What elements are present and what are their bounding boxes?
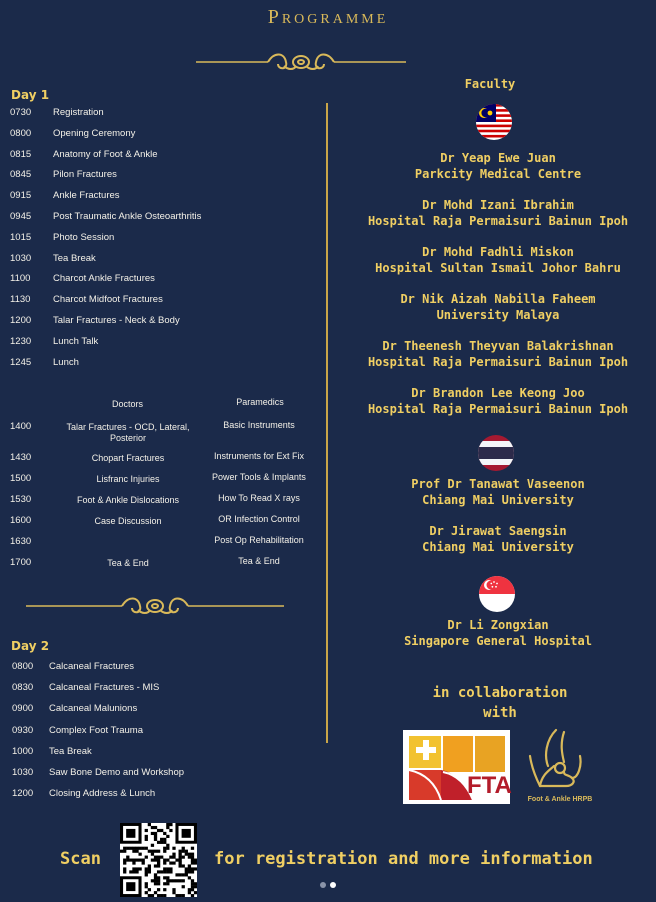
schedule-item: Opening Ceremony [53, 127, 136, 139]
ornament-divider-icon [26, 594, 284, 618]
schedule-item: Calcaneal Fractures - MIS [49, 682, 160, 694]
scan-label: Scan [60, 849, 101, 869]
schedule-time: 0845 [10, 169, 32, 181]
faculty-affiliation: Parkcity Medical Centre [414, 167, 582, 181]
schedule-row [10, 190, 120, 201]
schedule-row [10, 128, 135, 139]
day2-label: Day 2 [11, 639, 50, 653]
schedule-row [12, 725, 143, 736]
schedule-time: 1230 [10, 335, 32, 347]
schedule-row [10, 315, 180, 326]
schedule-item: Pilon Fractures [53, 169, 117, 181]
carousel-dot-2[interactable] [330, 882, 336, 888]
faculty-affiliation: Hospital Sultan Ismail Johor Bahru [375, 261, 621, 275]
schedule-row [10, 253, 96, 264]
split-time: 1430 [10, 452, 32, 463]
schedule-row [10, 294, 163, 305]
schedule-time: 1000 [12, 745, 34, 757]
schedule-item: Charcot Midfoot Fractures [53, 294, 163, 306]
doctors-item: Case Discussion [94, 516, 162, 526]
faculty-name: Dr Mohd Izani Ibrahim [422, 198, 574, 212]
faculty-name: Dr Mohd Fadhli Miskon [422, 245, 574, 259]
schedule-time: 0800 [12, 661, 34, 672]
schedule-row [10, 232, 114, 243]
schedule-time: 0915 [10, 190, 32, 202]
singapore-flag-icon [479, 576, 515, 612]
faculty-name: Dr Brandon Lee Keong Joo [411, 386, 585, 400]
schedule-item: Calcaneal Malunions [49, 703, 138, 715]
schedule-row [12, 703, 137, 714]
schedule-item: Photo Session [53, 231, 115, 243]
schedule-row [12, 746, 92, 757]
fta-logo-text: FTA [467, 772, 512, 799]
faculty-name: Dr Theenesh Theyvan Balakrishnan [382, 339, 614, 353]
carousel-dot-1[interactable] [320, 882, 326, 888]
paramedics-header: Paramedics [236, 397, 284, 407]
doctors-item: Chopart Fractures [91, 453, 165, 463]
faculty-heading: Faculty [464, 77, 516, 91]
schedule-time: 1015 [10, 231, 32, 243]
faculty-name: Dr Li Zongxian [447, 618, 549, 632]
schedule-item: Lunch Talk [53, 335, 99, 347]
schedule-row [12, 767, 184, 778]
doctors-item: Lisfranc Injuries [96, 474, 160, 484]
schedule-time: 1130 [10, 294, 31, 306]
schedule-item: Tea Break [53, 252, 96, 264]
schedule-time: 0945 [10, 211, 32, 222]
schedule-time: 0930 [12, 724, 34, 736]
schedule-item: Charcot Ankle Fractures [53, 273, 155, 285]
collab-line2: with [483, 705, 517, 721]
schedule-time: 0730 [10, 107, 32, 118]
schedule-row [10, 169, 117, 180]
schedule-row [10, 273, 155, 284]
schedule-time: 1100 [10, 273, 31, 285]
doctors-item: Talar Fractures - OCD, Lateral, Posterior [66, 422, 190, 443]
qr-code-icon[interactable] [120, 823, 197, 897]
doctors-header: Doctors [111, 399, 143, 409]
faculty-affiliation: Hospital Raja Permaisuri Bainun Ipoh [367, 402, 629, 416]
split-time: 1530 [10, 494, 32, 505]
faculty-affiliation: Singapore General Hospital [404, 634, 592, 648]
ornament-divider-icon [196, 50, 406, 74]
schedule-item: Post Traumatic Ankle Osteoarthritis [53, 211, 202, 222]
schedule-time: 0900 [12, 703, 34, 715]
faculty-name: Prof Dr Tanawat Vaseenon [411, 477, 585, 491]
foot-ankle-logo-icon [520, 726, 592, 798]
schedule-time: 1200 [12, 788, 34, 800]
split-time: 1500 [10, 473, 32, 484]
faculty-name: Dr Jirawat Saengsin [429, 524, 567, 538]
schedule-row [12, 661, 134, 672]
schedule-item: Calcaneal Fractures [49, 661, 135, 672]
schedule-row [12, 788, 155, 799]
schedule-time: 1030 [12, 767, 34, 778]
paramedics-item: Basic Instruments [223, 420, 295, 430]
schedule-item: Saw Bone Demo and Workshop [49, 767, 185, 778]
doctors-item: Tea & End [107, 558, 149, 568]
schedule-time: 0815 [10, 148, 32, 160]
paramedics-item: How To Read X rays [218, 493, 300, 503]
paramedics-item: Instruments for Ext Fix [213, 451, 305, 461]
faculty-name: Dr Yeap Ewe Juan [440, 151, 556, 165]
page-title: Programme [267, 6, 389, 28]
schedule-row [10, 357, 79, 368]
schedule-item: Closing Address & Lunch [49, 788, 156, 800]
schedule-row [10, 107, 104, 118]
paramedics-item: OR Infection Control [218, 514, 300, 524]
schedule-time: 0800 [10, 127, 32, 139]
schedule-row [12, 682, 159, 693]
paramedics-item: Post Op Rehabilitation [214, 535, 304, 545]
foot-ankle-logo-caption: Foot & Ankle HRPB [527, 796, 593, 803]
day1-label: Day 1 [11, 88, 50, 102]
schedule-time: 1245 [10, 356, 32, 368]
split-time: 1700 [10, 557, 32, 568]
collab-line1: in collaboration [432, 685, 568, 701]
faculty-affiliation: Hospital Raja Permaisuri Bainun Ipoh [367, 214, 629, 228]
paramedics-item: Tea & End [238, 556, 280, 566]
vertical-divider [326, 103, 328, 743]
paramedics-item: Power Tools & Implants [212, 472, 306, 482]
schedule-row [10, 211, 201, 222]
split-time: 1600 [10, 515, 32, 526]
split-time: 1630 [10, 536, 32, 547]
split-time: 1400 [10, 421, 32, 432]
faculty-affiliation: Chiang Mai University [422, 493, 574, 507]
faculty-affiliation: Hospital Raja Permaisuri Bainun Ipoh [367, 355, 629, 369]
malaysia-flag-icon [476, 104, 512, 140]
schedule-item: Talar Fractures - Neck & Body [53, 315, 180, 326]
schedule-row [10, 149, 158, 160]
schedule-item: Registration [53, 107, 104, 118]
schedule-item: Complex Foot Trauma [49, 724, 143, 736]
schedule-item: Ankle Fractures [53, 190, 120, 202]
faculty-affiliation: University Malaya [436, 308, 560, 322]
faculty-name: Dr Nik Aizah Nabilla Faheem [400, 292, 596, 306]
doctors-item: Foot & Ankle Dislocations [76, 495, 180, 505]
schedule-item: Lunch [53, 356, 79, 368]
schedule-item: Anatomy of Foot & Ankle [53, 148, 158, 160]
schedule-time: 0830 [12, 682, 34, 694]
fta-logo [403, 730, 510, 804]
schedule-time: 1200 [10, 315, 32, 326]
schedule-item: Tea Break [49, 745, 92, 757]
registration-text: for registration and more information [214, 849, 593, 869]
schedule-time: 1030 [10, 252, 32, 264]
thailand-flag-icon [478, 435, 514, 471]
faculty-affiliation: Chiang Mai University [422, 540, 574, 554]
schedule-row [10, 336, 98, 347]
